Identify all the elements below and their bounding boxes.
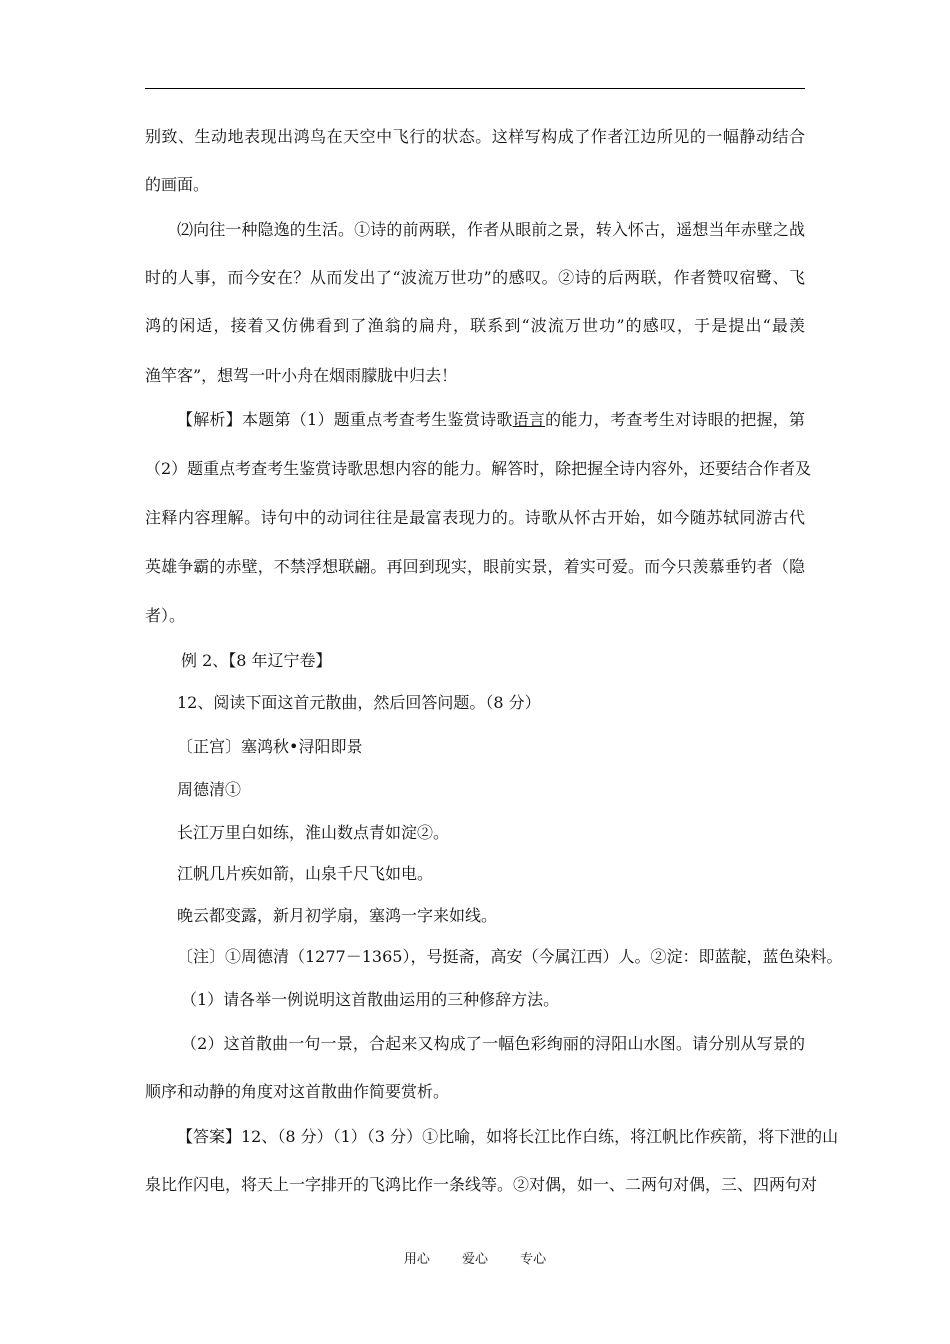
analysis-label: 【解析】本题第（1）题重点考查考生鉴赏诗歌 (177, 410, 513, 429)
poem-title: 〔正宫〕塞鸿秋•浔阳即景 (177, 737, 363, 756)
text-line: 时的人事，而今安在？从而发出了“波流万世功”的感叹。②诗的后两联，作者赞叹宿鹭、飞 (145, 268, 805, 287)
footer-text: 用心 (403, 1252, 430, 1267)
text-line: 英雄争霸的赤壁，不禁浮想联翩。再回到现实，眼前实景，着实可爱。而今只羡慕垂钓者（隐 (145, 557, 805, 576)
text-line: 渔竿客”，想驾一叶小舟在烟雨朦胧中归去！ (145, 366, 458, 385)
text-line: （2）题重点考查考生鉴赏诗歌思想内容的能力。解答时，除把握全诗内容外，还要结合作者及 (145, 459, 812, 478)
text-line: 者）。 (145, 606, 186, 625)
footer-text: 专心 (520, 1252, 547, 1267)
answer-line: 泉比作闪电，将天上一字排开的飞鸿比作一条线等。②对偶，如一、二两句对偶，三、四两句对 (145, 1175, 818, 1194)
poem-line: 晚云都变露，新月初学扇，塞鸿一字来如线。 (177, 906, 498, 925)
poem-line: 江帆几片疾如箭，山泉千尺飞如电。 (177, 864, 434, 883)
text-line: 的画面。 (145, 175, 210, 194)
example-heading: 例 2、【8 年辽宁卷】 (181, 651, 332, 670)
sub-question-2: （2）这首散曲一句一景，合起来又构成了一幅色彩绚丽的浔阳山水图。请分别从写景的 (181, 1034, 805, 1053)
text-line: 别致、生动地表现出鸿鸟在天空中飞行的状态。这样写构成了作者江边所见的一幅静动结合 (145, 127, 805, 146)
page-footer (0, 1252, 950, 1268)
sub-question-1: （1）请各举一例说明这首散曲运用的三种修辞方法。 (181, 990, 560, 1009)
underlined-term: 语言 (512, 410, 546, 429)
footer-text: 爱心 (461, 1252, 488, 1267)
poem-author: 周德清① (177, 780, 242, 799)
answer-line: 【答案】12、（8 分）（1）（3 分）①比喻，如将长江比作白练，将江帆比作疾箭，将下泄的山 (177, 1127, 839, 1146)
text-line: 顺序和动静的角度对这首散曲作简要赏析。 (145, 1082, 450, 1101)
poem-note: 〔注〕①周德清（1277－1365），号挺斋，高安（今属江西）人。②淀：即蓝靛，蓝色染料。 (177, 947, 843, 966)
question-heading: 12、阅读下面这首元散曲，然后回答问题。（8 分） (177, 693, 541, 712)
poem-line: 长江万里白如练，淮山数点青如淀②。 (177, 823, 450, 842)
text-line: 注释内容理解。诗句中的动词往往是最富表现力的。诗歌从怀古开始，如今随苏轼同游古代 (145, 508, 805, 527)
header-rule (145, 88, 805, 89)
text-line: ⑵向往一种隐逸的生活。①诗的前两联，作者从眼前之景，转入怀古，遥想当年赤壁之战 (177, 220, 805, 239)
text-line: 鸿的闲适，接着又仿佛看到了渔翁的扁舟，联系到“波流万世功”的感叹，于是提出“最羡 (145, 316, 805, 335)
analysis-first-line (177, 410, 805, 430)
analysis-text: 的能力，考查考生对诗眼的把握，第 (545, 410, 805, 429)
